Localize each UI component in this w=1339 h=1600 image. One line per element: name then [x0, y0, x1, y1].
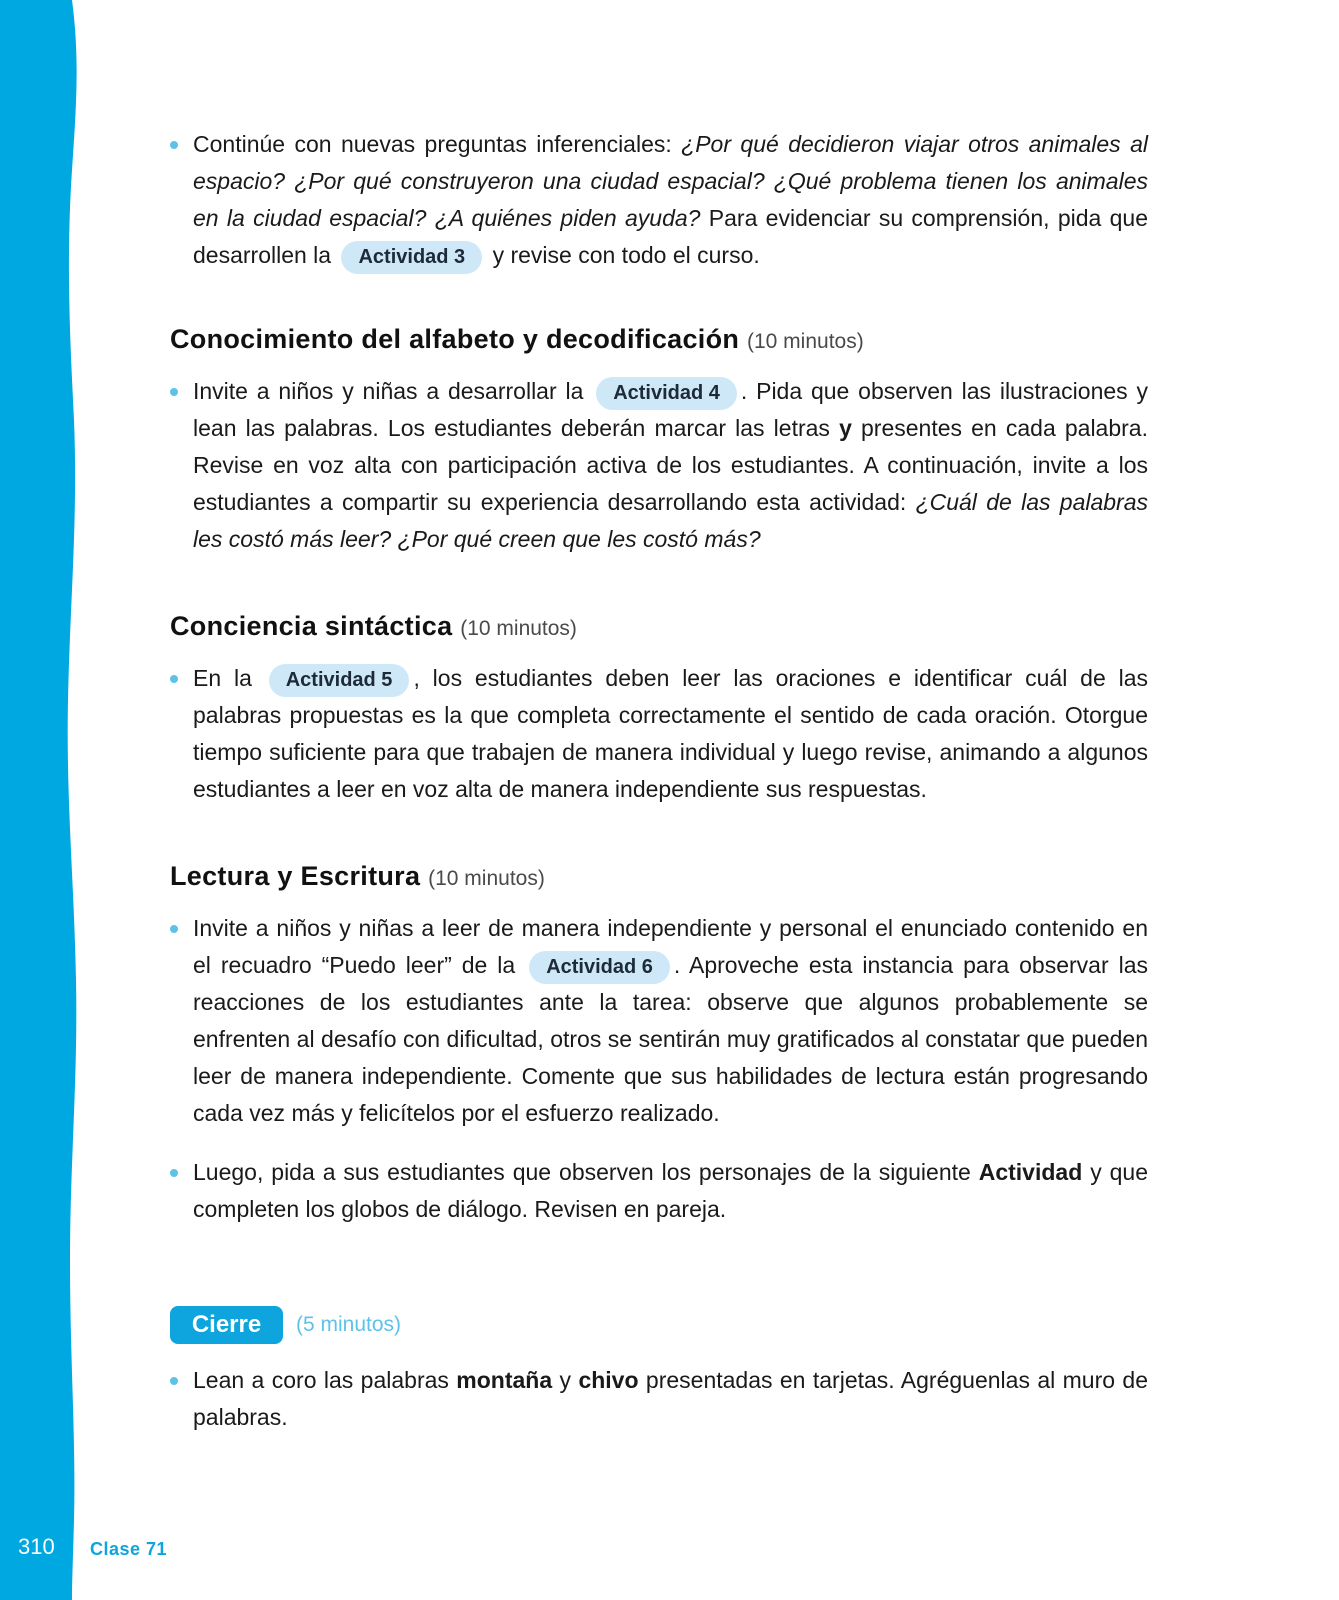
intro-text-end: y revise con todo el curso.	[492, 242, 760, 268]
section-heading-alfabeto	[170, 324, 1148, 355]
activity-5-badge: Actividad 5	[269, 664, 410, 697]
lectura-paragraph-1	[170, 910, 1148, 1132]
section-minutes: (10 minutos)	[428, 867, 545, 890]
alfabeto-text-2: presentes en cada palabra. Revise en voz alta con participación activa de los estudiantes. A continuación, invite a los estudiantes a compartir su experiencia desarrollando esta actividad:	[193, 415, 1148, 515]
page-number: 310	[18, 1534, 55, 1559]
activity-word: Actividad	[978, 1159, 1083, 1185]
section-title: Lectura y Escritura	[170, 861, 421, 891]
section-minutes: (10 minutos)	[460, 617, 577, 640]
alfabeto-questions: ¿Cuál de las palabras les costó más leer? ¿Por qué creen que les costó más?	[193, 489, 1149, 552]
section-title: Conocimiento del alfabeto y decodificación	[170, 324, 740, 354]
sintactica-paragraph	[170, 660, 1148, 808]
cierre-minutes: (5 minutos)	[296, 1313, 402, 1336]
class-label: Clase 71	[90, 1539, 168, 1559]
intro-text: Continúe con nuevas preguntas inferenciales:	[193, 131, 682, 157]
intro-text-after: Para evidenciar su comprensión, pida que desarrollen la	[193, 205, 1148, 268]
section-heading-sintactica	[170, 611, 1148, 642]
side-color-band	[0, 0, 90, 1600]
main-content	[170, 126, 1148, 1436]
activity-3-badge: Actividad 3	[341, 241, 482, 274]
cierre-label: Cierre	[170, 1306, 283, 1344]
lectura-text-2-after: y que completen los globos de diálogo. Revisen en pareja.	[193, 1159, 1149, 1222]
cierre-heading	[170, 1306, 1148, 1344]
lectura-paragraph-2	[170, 1154, 1148, 1228]
cierre-text-mid: y	[552, 1367, 579, 1393]
cierre-text-after: presentadas en tarjetas. Agréguenlas al muro de palabras.	[193, 1367, 1149, 1430]
intro-questions: ¿Por qué decidieron viajar otros animales al espacio? ¿Por qué construyeron una ciudad espacial? ¿Qué problema tienen los animales en la ciudad espacial? ¿A quiénes piden ayuda?	[193, 131, 1148, 231]
letter-y: y	[839, 415, 852, 441]
alfabeto-text-before: Invite a niños y niñas a desarrollar la	[193, 378, 584, 404]
cierre-text-before: Lean a coro las palabras	[193, 1367, 457, 1393]
cierre-paragraph	[170, 1362, 1148, 1436]
section-title: Conciencia sintáctica	[170, 611, 453, 641]
alfabeto-paragraph	[170, 373, 1148, 558]
page-footer	[0, 1532, 400, 1568]
word-chivo: chivo	[578, 1367, 639, 1393]
section-heading-lectura	[170, 861, 1148, 892]
lectura-text-before: Invite a niños y niñas a leer de manera independiente y personal el enunciado contenido en el recuadro “Puedo leer” de la	[193, 915, 1148, 978]
sintactica-text-before: En la	[193, 665, 252, 691]
activity-6-badge: Actividad 6	[529, 951, 670, 984]
sintactica-text: , los estudiantes deben leer las oraciones e identificar cuál de las palabras propuestas es la que completa correctamente el sentido de cada oración. Otorgue tiempo suficiente para que trabajen de manera individual y luego revise, animando a algunos estudiantes a leer en voz alta de manera independiente sus respuestas.	[193, 665, 1148, 802]
word-montana: montaña	[456, 1367, 553, 1393]
intro-paragraph	[170, 126, 1148, 274]
lectura-text-2: Luego, pida a sus estudiantes que observen los personajes de la siguiente	[193, 1159, 979, 1185]
lectura-text: . Aproveche esta instancia para observar las reacciones de los estudiantes ante la tarea: observe que algunos probablemente se enfrenten al desafío con dificultad, otros se sentirán muy gratificados al constatar que pueden leer de manera independiente. Comente que sus habilidades de lectura están progresando cada vez más y felicítelos por el esfuerzo realizado.	[193, 952, 1149, 1126]
section-minutes: (10 minutos)	[747, 330, 864, 353]
alfabeto-text: . Pida que observen las ilustraciones y lean las palabras. Los estudiantes deberán marcar las letras	[193, 378, 1148, 441]
activity-4-badge: Actividad 4	[596, 377, 737, 410]
